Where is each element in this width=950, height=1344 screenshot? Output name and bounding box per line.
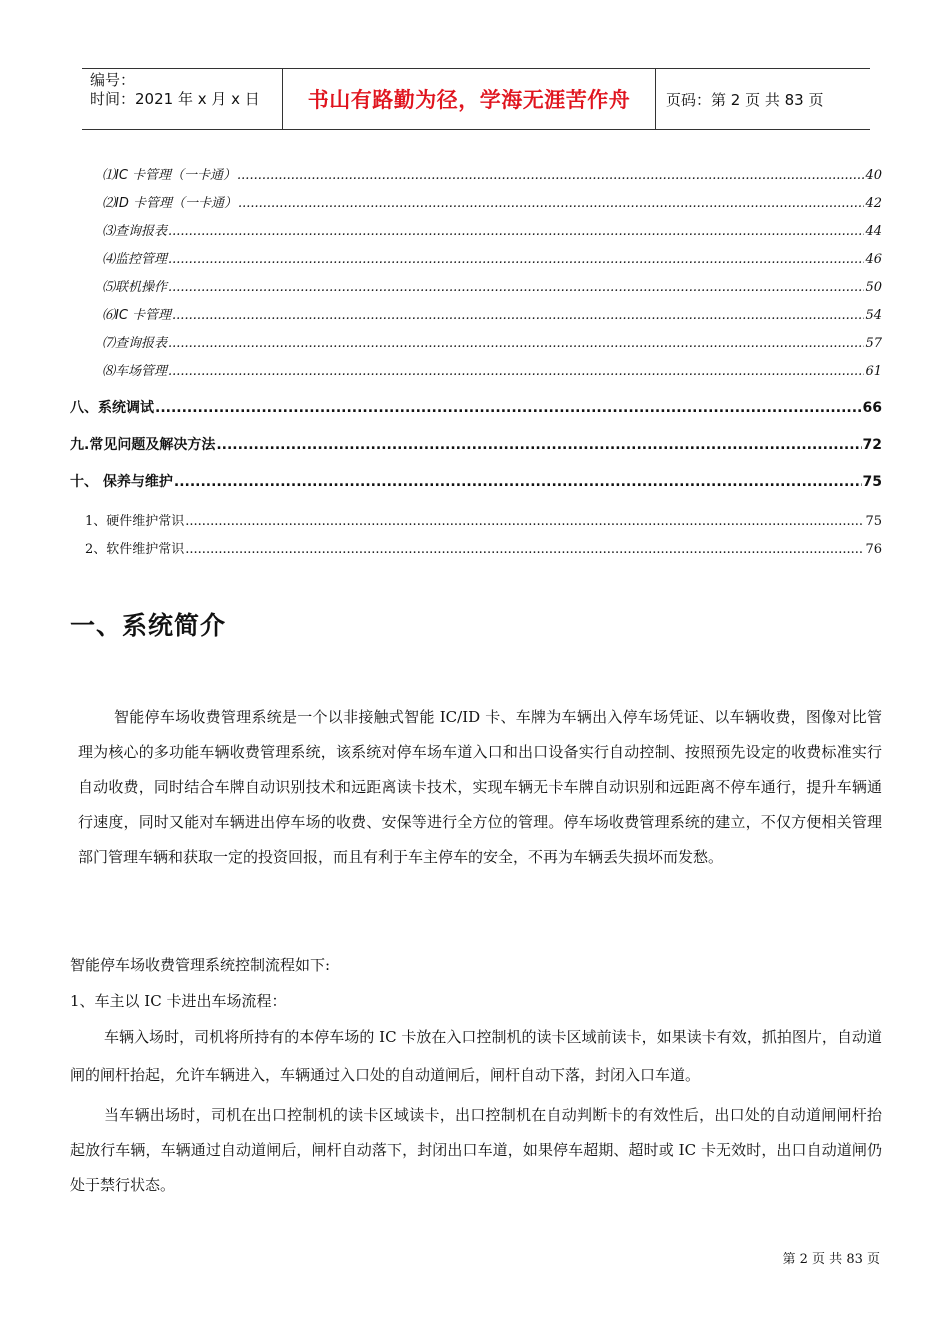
toc-entry[interactable] — [102, 164, 882, 183]
toc-leader — [155, 400, 862, 416]
toc-chapter-page: 75 — [862, 474, 882, 490]
toc-entry-title: ⑺查询报表 — [102, 336, 168, 351]
toc-entry-title: ⑴IC 卡管理（一卡通） — [102, 168, 237, 183]
toc-leader — [168, 280, 864, 295]
toc-entry-title: ⑹IC 卡管理 — [102, 308, 172, 323]
toc-entry-page: 46 — [865, 252, 882, 267]
page-header — [82, 68, 870, 130]
toc-entry-page: 76 — [865, 542, 882, 557]
exit-paragraph: 当车辆出场时，司机在出口控制机的读卡区域读卡，出口控制机在自动判断卡的有效性后，出口处的自动道闸闸杆抬起放行车辆，车辆通过自动道闸后，闸杆自动落下，封闭出口车道，如果停车超期、超时或 IC 卡无效时，出口自动道闸仍处于禁行状态。 — [70, 1106, 882, 1194]
toc-leader — [168, 224, 864, 239]
toc-leader — [172, 308, 864, 323]
header-page-cell — [656, 69, 870, 129]
flow-intro: 智能停车场收费管理系统控制流程如下: — [70, 956, 331, 974]
toc-entry-page: 42 — [865, 196, 882, 211]
motto: 书山有路勤为径，学海无涯苦作舟 — [307, 88, 631, 112]
toc-entry-page: 50 — [865, 280, 882, 295]
time-label: 时间：2021 年 x 月 x 日 — [90, 90, 260, 108]
toc-leader — [168, 364, 864, 379]
toc-entry[interactable] — [102, 192, 882, 211]
toc-leader — [174, 474, 862, 490]
toc-entry-title: ⑷监控管理 — [102, 252, 168, 267]
intro-paragraph: 智能停车场收费管理系统是一个以非接触式智能 IC/ID 卡、车牌为车辆出入停车场凭证、以车辆收费，图像对比管理为核心的多功能车辆收费管理系统，该系统对停车场车道入口和出口设备实行自动控制、按照预先设定的收费标准实行自动收费，同时结合车牌自动识别技术和远距离读卡技术，实现车辆无卡车牌自动识别和远距离不停车通行，提升车辆通行速度，同时又能对车辆进出停车场的收费、安保等进行全方位的管理。停车场收费管理系统的建立，不仅方便相关管理部门管理车辆和获取一定的投资回报，而且有利于车主停车的安全，不再为车辆丢失损坏而发愁。 — [78, 708, 882, 866]
toc-chapter[interactable] — [70, 434, 882, 454]
toc-leader — [238, 196, 864, 211]
toc-entry[interactable] — [102, 220, 882, 239]
toc-entry[interactable] — [102, 332, 882, 351]
toc-entry-page: 57 — [865, 336, 882, 351]
toc-entry-page: 75 — [865, 514, 882, 529]
page-footer: 第 2 页 共 83 页 — [782, 1252, 880, 1267]
toc-leader — [216, 437, 861, 453]
toc-entry[interactable] — [85, 538, 882, 557]
toc-entry-page: 54 — [865, 308, 882, 323]
page-info: 页码：第 2 页 共 83 页 — [666, 90, 824, 109]
toc-leader — [168, 336, 864, 351]
toc-entry-title: ⑻车场管理 — [102, 364, 168, 379]
toc-entry-title: ⑵ID 卡管理（一卡通） — [102, 196, 237, 211]
toc-leader — [185, 542, 864, 557]
toc-entry[interactable] — [102, 248, 882, 267]
toc-entry-page: 61 — [865, 364, 882, 379]
toc-entry-title: ⑶查询报表 — [102, 224, 168, 239]
toc-entry-title: ⑸联机操作 — [102, 280, 168, 295]
toc-chapter-title: 九.常见问题及解决方法 — [70, 437, 216, 453]
toc-chapter[interactable] — [70, 397, 882, 417]
toc-chapter-page: 72 — [862, 437, 882, 453]
header-meta — [82, 69, 282, 129]
toc-chapter-title: 十、 保养与维护 — [70, 474, 173, 490]
flow-heading: 1、车主以 IC 卡进出车场流程： — [70, 992, 287, 1010]
toc-entry[interactable] — [85, 510, 882, 529]
toc-leader — [168, 252, 864, 267]
header-motto-cell — [282, 69, 656, 129]
toc-entry-title: 2、软件维护常识 — [85, 542, 185, 557]
toc-chapter-page: 66 — [862, 400, 882, 416]
toc-entry-page: 44 — [865, 224, 882, 239]
toc-entry[interactable] — [102, 360, 882, 379]
entry-paragraph: 车辆入场时，司机将所持有的本停车场的 IC 卡放在入口控制机的读卡区域前读卡，如果读卡有效，抓拍图片，自动道闸的闸杆抬起，允许车辆进入，车辆通过入口处的自动道闸后，闸杆自动下落，封闭入口车道。 — [70, 1028, 882, 1084]
toc-entry-page: 40 — [865, 168, 882, 183]
toc-chapter[interactable] — [70, 471, 882, 491]
section-title: 一、系统简介 — [70, 611, 227, 640]
toc-entry-title: 1、硬件维护常识 — [85, 514, 185, 529]
toc-entry[interactable] — [102, 304, 882, 323]
toc-entry[interactable] — [102, 276, 882, 295]
toc-leader — [185, 514, 864, 529]
toc-chapter-title: 八、系统调试 — [70, 400, 154, 416]
serial-label: 编号： — [90, 71, 136, 89]
toc-leader — [237, 168, 864, 183]
